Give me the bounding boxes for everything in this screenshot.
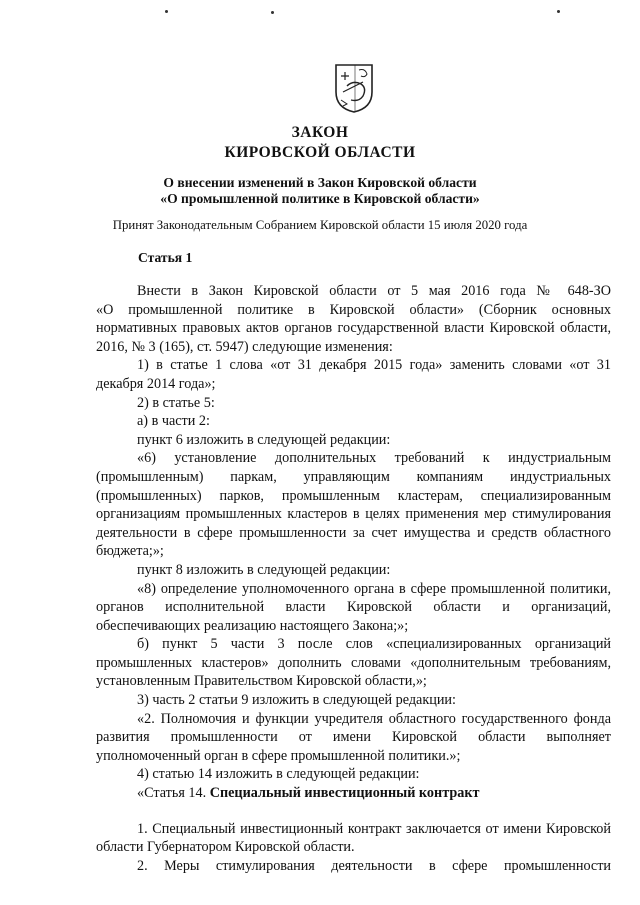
article-14-part-2: 2. Меры стимулирования деятельности в сфере промышленности [137,857,611,874]
item-3-text: «2. Полномочия и функции учредителя областного государственного фонда развития промышленности от имени Кировской области выполняет уполномоченный орган в сфере промышленной политики.»; [96,710,611,764]
kirov-coat-of-arms-emblem [333,62,375,114]
item-4: 4) статью 14 изложить в следующей редакции: [137,766,420,783]
article-heading: Статья 1 [138,250,193,265]
item-3: 3) часть 2 статьи 9 изложить в следующей редакции: [137,692,456,709]
point-6-text: «6) установление дополнительных требований к индустриальным (промышленным) паркам, управляющим компаниям индустриальных (промышленных) парков, промышленным кластерам, специализированным организациям промышленных кластеров в целях применения мер стимулирования деятельности в сфере промышленности за счет имущества и средств областного бюджета;»; [96,450,611,560]
item-2b: б) пункт 5 части 3 после слов «специализированных организаций промышленных кластеров» дополнить словами «дополнительным требованиям, установленным Правительством Кировской области,»; [96,636,611,690]
intro-paragraph-line1: Внести в Закон Кировской области от 5 мая 2016 года № 648-ЗО [137,283,611,299]
point-8-text: «8) определение уполномоченного органа в сфере промышленной политики, органов исполнительной власти Кировской области и организаций, обеспечивающих реализацию настоящего Закона;»; [96,580,611,634]
law-title-line1: ЗАКОН [291,124,349,141]
intro-paragraph-rest: «О промышленной политике в Кировской области» (Сборник основных нормативных правовых актов органов государственной власти Кировской области, 2016, № 3 (165), ст. 5947) следующие изменения: [96,301,611,355]
scan-dot [165,10,168,13]
point-8-intro: пункт 8 изложить в следующей редакции: [137,561,391,578]
adoption-note: Принят Законодательным Собранием Кировской области 15 июля 2020 года [112,218,528,232]
point-6-intro: пункт 6 изложить в следующей редакции: [137,431,391,448]
item-2a: а) в части 2: [137,413,210,430]
law-title-line2: КИРОВСКОЙ ОБЛАСТИ [224,144,416,161]
article-14-prefix: «Статья 14. [137,785,207,802]
item-1: 1) в статье 1 слова «от 31 декабря 2015 года» заменить словами «от 31 декабря 2014 года»; [96,357,611,392]
article-14-title: Специальный инвестиционный контракт [209,785,480,802]
law-subtitle-line1: О внесении изменений в Закон Кировской области [163,175,477,190]
item-2: 2) в статье 5: [137,394,215,411]
law-subtitle-line2: «О промышленной политике в Кировской области» [160,191,480,206]
article-14-heading [96,784,611,803]
article-14-part-1: 1. Специальный инвестиционный контракт заключается от имени Кировской области Губернатором Кировской области. [96,820,611,856]
scan-dot [271,11,274,14]
article-body [96,282,611,875]
scan-dot [557,10,560,13]
